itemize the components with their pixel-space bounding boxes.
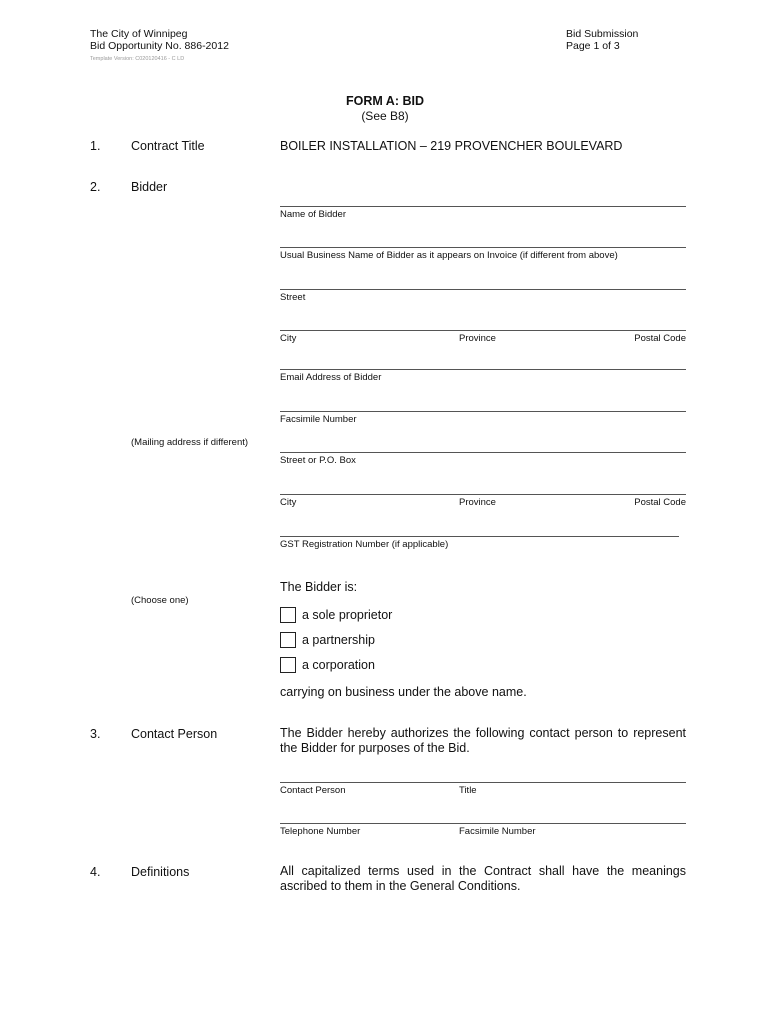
gst-label: GST Registration Number (if applicable) [280, 539, 449, 550]
mailing-city-line[interactable] [280, 494, 686, 495]
usual-business-name-label: Usual Business Name of Bidder as it appears on Invoice (if different from above) [280, 250, 618, 261]
section-1-number: 1. [90, 139, 101, 153]
sole-proprietor-checkbox[interactable] [280, 607, 296, 623]
contract-title-value: BOILER INSTALLATION – 219 PROVENCHER BOULEVARD [280, 139, 623, 153]
carrying-on-business-text: carrying on business under the above name. [280, 685, 527, 699]
form-title: FORM A: BID [346, 94, 424, 108]
partnership-label: a partnership [302, 633, 375, 647]
corporation-checkbox[interactable] [280, 657, 296, 673]
mailing-street-label: Street or P.O. Box [280, 455, 356, 466]
contact-person-line[interactable] [280, 782, 686, 783]
sole-proprietor-label: a sole proprietor [302, 608, 393, 622]
section-2-label: Bidder [131, 180, 168, 194]
telephone-fax-line[interactable] [280, 823, 686, 824]
definitions-text: All capitalized terms used in the Contract shall have the meanings ascribed to them in the General Conditions. [280, 864, 686, 893]
contact-person-label: Contact Person [280, 785, 346, 796]
city-province-postal-line[interactable] [280, 330, 686, 331]
street-line[interactable] [280, 289, 686, 290]
email-label: Email Address of Bidder [280, 372, 382, 383]
fax-label: Facsimile Number [280, 414, 357, 425]
city-label: City [280, 333, 297, 344]
province-label: Province [459, 333, 496, 344]
mailing-postal-code-label: Postal Code [634, 497, 686, 508]
usual-business-name-line[interactable] [280, 247, 686, 248]
section-1-label: Contract Title [131, 139, 205, 153]
section-3-label: Contact Person [131, 727, 218, 741]
email-line[interactable] [280, 369, 686, 370]
header-org: The City of Winnipeg [90, 28, 188, 40]
street-label: Street [280, 292, 306, 303]
mailing-province-label: Province [459, 497, 496, 508]
fax-line[interactable] [280, 411, 686, 412]
mailing-street-line[interactable] [280, 452, 686, 453]
contact-authorization-text: The Bidder hereby authorizes the following contact person to represent the Bidder for purposes of the Bid. [280, 726, 686, 755]
section-3-number: 3. [90, 727, 101, 741]
choose-one-note: (Choose one) [131, 595, 189, 606]
mailing-address-note: (Mailing address if different) [131, 437, 249, 448]
header-opportunity: Bid Opportunity No. 886-2012 [90, 40, 229, 52]
section-4-number: 4. [90, 865, 101, 879]
section-2-number: 2. [90, 180, 101, 194]
bidder-is-heading: The Bidder is: [280, 580, 358, 594]
gst-line[interactable] [280, 536, 679, 537]
header-page: Page 1 of 3 [566, 40, 620, 52]
header-submission: Bid Submission [566, 28, 639, 40]
template-version: Template Version: C020120416 - C LD [90, 56, 185, 62]
mailing-city-label: City [280, 497, 297, 508]
name-of-bidder-line[interactable] [280, 206, 686, 207]
contact-title-label: Title [459, 785, 477, 796]
section-4-label: Definitions [131, 865, 190, 879]
partnership-checkbox[interactable] [280, 632, 296, 648]
telephone-label: Telephone Number [280, 826, 361, 837]
form-subtitle: (See B8) [361, 109, 409, 123]
postal-code-label: Postal Code [634, 333, 686, 344]
corporation-label: a corporation [302, 658, 375, 672]
contact-fax-label: Facsimile Number [459, 826, 536, 837]
name-of-bidder-label: Name of Bidder [280, 209, 347, 220]
